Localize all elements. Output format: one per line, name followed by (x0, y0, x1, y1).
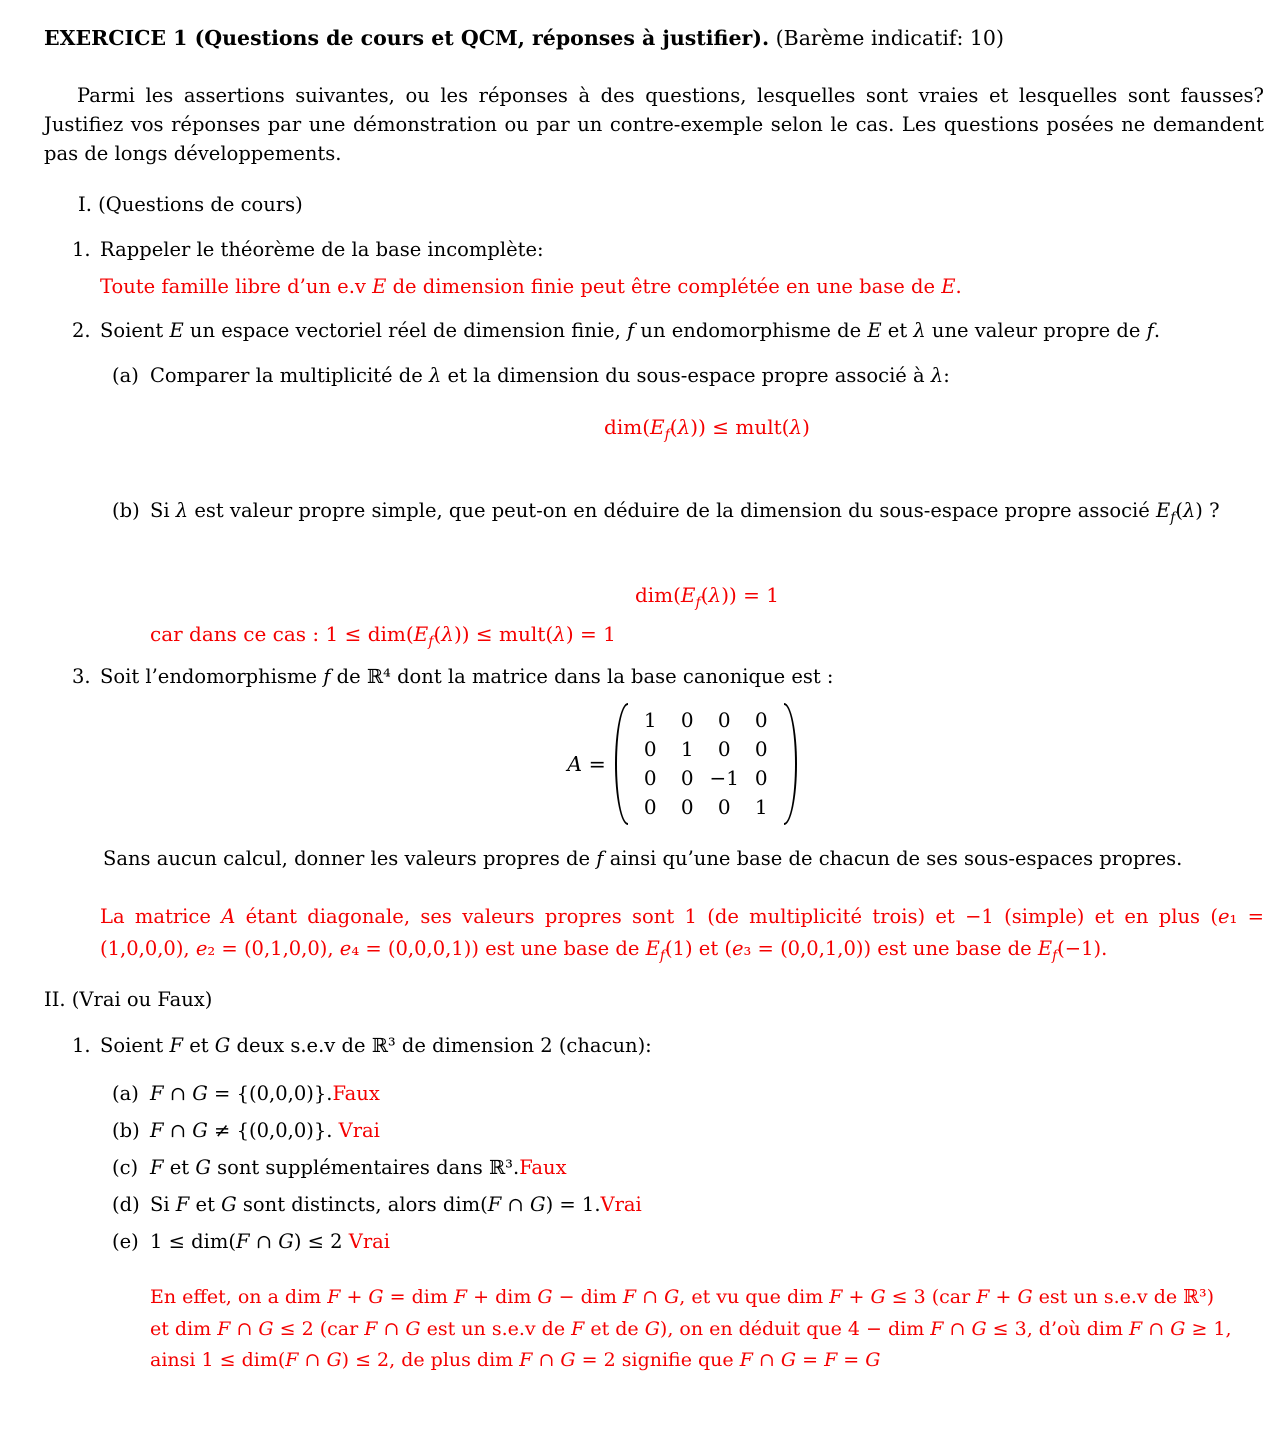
vf-item-b (112, 1118, 1276, 1143)
answer-2b-formula: $dim(E_f(\lambda)) = 1$ (634, 583, 780, 611)
question-2-text: Soient E un espace vectoriel réel de dimension finie, f un endomorphisme de E et λ une valeur propre de f. (100, 319, 1161, 342)
matrix-cell: 0 (717, 708, 731, 732)
exercise-title-bareme: (Barème indicatif: 10) (769, 26, 1004, 50)
matrix-cell: 0 (680, 795, 694, 819)
question-3-prompt: Sans aucun calcul, donner les valeurs propres de f ainsi qu’une base de chacun de ses sous-espaces propres. (103, 847, 1183, 870)
matrix-right-paren (784, 703, 797, 825)
vf-item-c-label: (c) (112, 1156, 139, 1179)
matrix-cell: 0 (717, 795, 731, 819)
question-3 (72, 664, 1276, 689)
section-i-heading: I. (Questions de cours) (78, 193, 303, 216)
vf-item-a-verdict: Faux (332, 1082, 380, 1105)
question-2a (112, 363, 1276, 388)
question-2a-text: Comparer la multiplicité de λ et la dimension du sous-espace propre associé à λ: (150, 364, 950, 387)
vf-conclusion-line-3: ainsi 1 ≤ dim(F ∩ G) ≤ 2, de plus dim F ∩ G = 2 signifie que F ∩ G = F = G (150, 1349, 881, 1371)
section-ii-question-1 (72, 1033, 1276, 1058)
question-2-number: 2. (72, 319, 91, 342)
question-1-text: Rappeler le théorème de la base incomplète: (100, 238, 544, 261)
question-3-text: Soit l’endomorphisme f de ℝ⁴ dont la matrice dans la base canonique est : (100, 665, 834, 688)
question-1 (72, 237, 1276, 262)
vf-item-c-statement: F et G sont supplémentaires dans ℝ³. (150, 1156, 520, 1179)
matrix-cell: 1 (680, 737, 694, 761)
matrix-equation (100, 703, 1264, 825)
vf-item-b-statement: F ∩ G ≠ {(0,0,0)}. (150, 1119, 339, 1142)
section-ii-heading: II. (Vrai ou Faux) (44, 988, 213, 1011)
section-ii-question-1-number: 1. (72, 1034, 91, 1057)
matrix-cell: 0 (643, 795, 657, 819)
matrix-cell: 0 (717, 737, 731, 761)
exercise-title-bold: EXERCICE 1 (Questions de cours et QCM, réponses à justifier). (44, 26, 770, 50)
vf-item-a (112, 1081, 1276, 1106)
vf-item-d-statement: Si F et G sont distincts, alors dim(F ∩ G) = 1. (150, 1193, 601, 1216)
matrix-cell: 0 (643, 766, 657, 790)
matrix-cell: 1 (754, 795, 768, 819)
exercise-title (44, 26, 1264, 51)
matrix-left-paren (615, 703, 628, 825)
question-3-number: 3. (72, 665, 91, 688)
matrix-cell: 0 (754, 708, 768, 732)
vf-item-a-statement: F ∩ G = {(0,0,0)}. (150, 1082, 333, 1105)
question-2 (72, 318, 1276, 343)
vf-conclusion (150, 1282, 1264, 1377)
question-2a-label: (a) (112, 364, 139, 387)
question-2b-text: Si λ est valeur propre simple, que peut-on en déduire de la dimension du sous-espace propre associé $E_f(\lambda)$ ? (150, 499, 1220, 526)
vf-item-e-statement: 1 ≤ dim(F ∩ G) ≤ 2 (150, 1230, 349, 1253)
vf-conclusion-line-1: En effet, on a dim F + G = dim F + dim G − dim F ∩ G, et vu que dim F + G ≤ 3 (car F + G est un s.e.v de ℝ³) (150, 1286, 1214, 1308)
answer-1: Toute famille libre d’un e.v E de dimension finie peut être complétée en une base de E. (100, 275, 962, 298)
vf-item-b-verdict: Vrai (338, 1119, 380, 1142)
section-ii-question-1-text: Soient F et G deux s.e.v de ℝ³ de dimension 2 (chacun): (100, 1034, 652, 1057)
matrix-entries (628, 703, 784, 825)
vf-conclusion-line-2: et dim F ∩ G ≤ 2 (car F ∩ G est un s.e.v de F et de G), on en déduit que 4 − dim F ∩ G ≤ 3, d’où dim F ∩ G ≥ 1, (150, 1317, 1232, 1340)
matrix-cell: 0 (754, 766, 768, 790)
matrix-cell: 0 (754, 737, 768, 761)
intro-paragraph: Parmi les assertions suivantes, ou les réponses à des questions, lesquelles sont vraies et lesquelles sont fausses? Justifiez vos réponses par une démonstration ou par un contre-exemple selon le cas. Les questions posées ne demandent pas de longs développements. (44, 84, 1264, 165)
question-1-number: 1. (72, 238, 91, 261)
vf-item-e-label: (e) (112, 1230, 139, 1253)
matrix-cell: 1 (643, 708, 657, 732)
answer-2a-formula: $dim(E_f(\lambda))$ ≤ mult(λ) (604, 415, 810, 443)
matrix-cell: 0 (680, 708, 694, 732)
vf-item-e-verdict: Vrai (348, 1230, 391, 1253)
answer-3: La matrice A étant diagonale, ses valeurs propres sont 1 (de multiplicité trois) et −1 (simple) et en plus (e₁ = (1,0,0,0), e₂ = (0,1,0,0), e₄ = (0,0,0,1)) est une base de $E_f(1)$ et (e₃ = (0,0,1,0)) est une base de $E_f(-1)$. (100, 905, 1265, 964)
vf-item-c-verdict: Faux (519, 1156, 567, 1179)
vf-item-a-label: (a) (112, 1082, 139, 1105)
vf-item-d (112, 1192, 1276, 1217)
question-2b-label: (b) (112, 499, 140, 522)
vf-item-d-verdict: Vrai (600, 1193, 642, 1216)
vf-item-c (112, 1155, 1276, 1180)
matrix-lhs: A = (567, 751, 606, 776)
matrix-cell: −1 (709, 766, 739, 790)
question-2b (112, 498, 1276, 526)
matrix-cell: 0 (680, 766, 694, 790)
vf-item-b-label: (b) (112, 1119, 140, 1142)
answer-2b-justification: car dans ce cas : $1 \le dim(E_f(\lambda))$ ≤ mult(λ) = 1 (150, 622, 616, 650)
vf-item-d-label: (d) (112, 1193, 140, 1216)
vf-item-e (112, 1229, 1276, 1254)
matrix-cell: 0 (643, 737, 657, 761)
